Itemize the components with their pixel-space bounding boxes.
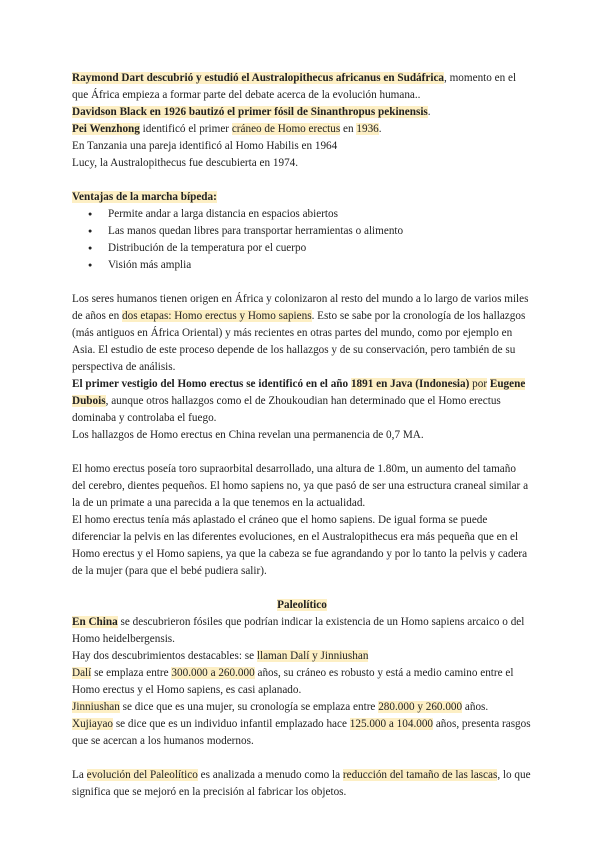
- xujiayao-name: Xujiayao: [72, 718, 114, 730]
- china-label: En China: [72, 616, 118, 628]
- xujiayao-text-a: se dice que es un individuo infantil emplazado hace: [113, 718, 350, 730]
- dali-text-b: años, su cráneo es robusto y está a medio camino entre el Homo erectus y el Homo sapiens, es casi aplanado.: [72, 667, 514, 696]
- paragraph-anatomia-2: El homo erectus tenía más aplastado el cráneo que el homo sapiens. De igual forma se puede diferenciar la pelvis en las diferentes evoluciones, en el Australopithecus era más pequeña que en el Homo erectus y el Homo sapiens, ya que la cabeza se fue agrandando y por lo tanto la pelvis y cadera de la mujer (para que el bebé pudiera salir).: [72, 514, 528, 577]
- paragraph-dali: [72, 665, 532, 699]
- pei-end: .: [378, 123, 382, 135]
- spacer: [72, 274, 532, 291]
- evolucion-text-c: , lo que significa que se mejoró en la precisión al fabricar los objetos.: [72, 769, 531, 798]
- vestigio-por: por: [469, 378, 488, 390]
- origen-text-b: . Esto se sabe por la cronología de los hallazgos (más antiguos en África Oriental) y más recientes en otras partes del mundo, como por ejemplo en Asia. El estudio de este proceso depende de los hallazgos y de su conservación, pero también de su perspectiva de análisis.: [72, 310, 526, 373]
- evolucion-text-a: La: [72, 769, 87, 781]
- origen-text-a: Los seres humanos tienen origen en África y colonizaron al resto del mundo a lo largo de varios miles de años en: [72, 293, 529, 322]
- dart-rest: , momento en el que África empieza a formar parte del debate acerca de la evolución humana..: [72, 72, 517, 101]
- xujiayao-range: 125.000 a 104.000: [349, 718, 434, 730]
- spacer: [72, 444, 532, 461]
- dart-highlight: Raymond Dart descubrió y estudió el Australopithecus africanus en Sudáfrica: [72, 72, 445, 84]
- jinniushan-text-b: años.: [462, 701, 489, 713]
- dali-range: 300.000 a 260.000: [171, 667, 255, 679]
- paragraph-primer-vestigio: [72, 376, 532, 427]
- pei-name: Pei Wenzhong: [72, 123, 140, 135]
- black-highlight: Davidson Black en 1926 bautizó el primer fósil de Sinanthropus pekinensis: [72, 106, 428, 118]
- black-end: .: [427, 106, 431, 118]
- document-page: [72, 70, 532, 801]
- paragraph-black: [72, 104, 532, 121]
- xujiayao-text-b: años, presenta rasgos que se acercan a los humanos modernos.: [72, 718, 531, 747]
- paleolitico-heading: [72, 597, 532, 614]
- list-item: ● Las manos quedan libres para transportar herramientas o alimento: [88, 223, 532, 240]
- pei-mid: identificó el primer: [139, 123, 232, 135]
- vestigio-rest: , aunque otros hallazgos como el de Zhoukoudian han determinado que el Homo erectus dominaba y controlaba el fuego.: [72, 395, 501, 424]
- origen-highlight: dos etapas: Homo erectus y Homo sapiens: [122, 310, 312, 322]
- spacer: [72, 580, 532, 597]
- evolucion-highlight-2: reducción del tamaño de las lascas: [342, 769, 498, 781]
- paragraph-pei: [72, 121, 532, 138]
- destacables-text: Hay dos descubrimientos destacables: se: [72, 650, 257, 662]
- evolucion-text-b: es analizada a menudo como la: [197, 769, 343, 781]
- vestigio-name: Eugene Dubois: [72, 378, 526, 407]
- paragraph-china-permanencia: Los hallazgos de Homo erectus en China revelan una permanencia de 0,7 MA.: [72, 429, 424, 441]
- jinniushan-name: Jinniushan: [72, 701, 120, 713]
- paragraph-origen: [72, 291, 532, 376]
- paragraph-anatomia-1: El homo erectus poseía toro supraorbital desarrollado, una altura de 1.80m, un aumento del tamaño del cerebro, dientes pequeños. El homo sapiens no, ya que pasó de ser una estructura craneal similar a la de un primate a una parecida a la que tenemos en la actualidad.: [72, 463, 529, 509]
- evolucion-highlight-1: evolución del Paleolítico: [86, 769, 198, 781]
- paragraph-xujiayao: [72, 716, 532, 750]
- paragraph-destacables: [72, 648, 532, 665]
- ventajas-heading: [72, 189, 532, 206]
- paragraph-tanzania: En Tanzania una pareja identificó al Homo Habilis en 1964: [72, 140, 338, 152]
- spacer: [72, 172, 532, 189]
- jinniushan-range: 280.000 y 260.000: [378, 701, 463, 713]
- paragraph-lucy: Lucy, la Australopithecus fue descubierta en 1974.: [72, 157, 299, 169]
- list-item: ● Visión más amplia: [88, 257, 532, 274]
- paragraph-jinniushan: [72, 699, 532, 716]
- vestigio-bold: El primer vestigio del Homo erectus se identificó en el año: [72, 378, 351, 390]
- dali-text-a: se emplaza entre: [91, 667, 172, 679]
- dali-name: Dalí: [72, 667, 92, 679]
- paragraph-en-china: [72, 614, 532, 648]
- list-item: ● Permite andar a larga distancia en espacios abiertos: [88, 206, 532, 223]
- ventajas-title: Ventajas de la marcha bípeda:: [72, 191, 217, 203]
- pei-mid2: en: [340, 123, 357, 135]
- pei-highlight: cráneo de Homo erectus: [231, 123, 341, 135]
- list-item: ● Distribución de la temperatura por el cuerpo: [88, 240, 532, 257]
- paragraph-dart: [72, 70, 532, 104]
- paragraph-evolucion: [72, 767, 532, 801]
- spacer: [72, 750, 532, 767]
- destacables-highlight: llaman Dalí y Jinniushan: [256, 650, 369, 662]
- pei-year: 1936: [356, 123, 379, 135]
- china-text: se descubrieron fósiles que podrían indicar la existencia de un Homo sapiens arcaico o del Homo heidelbergensis.: [72, 616, 525, 645]
- paleolitico-title: Paleolítico: [277, 599, 327, 611]
- jinniushan-text-a: se dice que es una mujer, su cronología se emplaza entre: [119, 701, 379, 713]
- vestigio-highlight: 1891 en Java (Indonesia): [350, 378, 470, 390]
- ventajas-list: [72, 206, 532, 274]
